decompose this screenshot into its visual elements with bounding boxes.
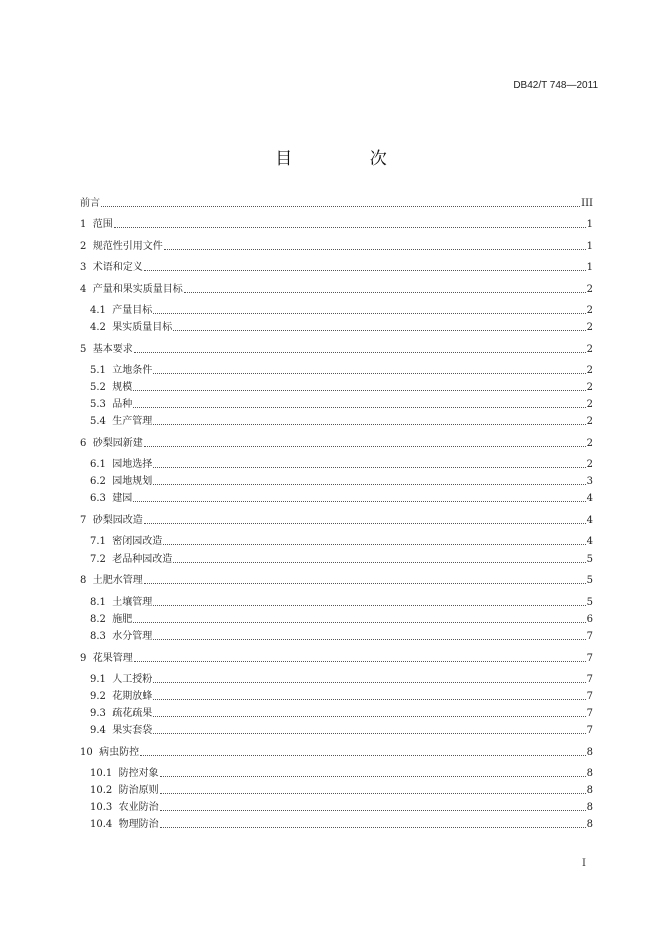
toc-entry-number: 9.3 bbox=[90, 708, 113, 719]
toc-entry-title: 园地规划 bbox=[112, 476, 153, 487]
toc-entry-number: 8.3 bbox=[90, 631, 113, 642]
toc-leader-dots bbox=[153, 423, 585, 425]
toc-leader-dots bbox=[153, 638, 585, 640]
toc-entry-number: 6 bbox=[80, 438, 93, 449]
toc-entry-number: 5.3 bbox=[90, 399, 113, 410]
toc-leader-dots bbox=[164, 248, 586, 250]
toc-leader-dots bbox=[184, 291, 586, 293]
toc-entry-page: 8 bbox=[586, 802, 593, 813]
toc-leader-dots bbox=[153, 372, 585, 374]
toc-entry-number: 7.1 bbox=[90, 536, 113, 547]
toc-entry-title: 农业防治 bbox=[118, 802, 159, 813]
toc-entry[interactable] bbox=[80, 653, 593, 665]
toc-entry-number: 5.4 bbox=[90, 416, 113, 427]
toc-entry-page: 8 bbox=[586, 747, 593, 758]
toc-entry-page: 2 bbox=[586, 284, 593, 295]
toc-entry-title: 土壤管理 bbox=[112, 597, 153, 608]
toc-entry-number: 1 bbox=[80, 219, 93, 230]
toc-entry[interactable] bbox=[80, 438, 593, 450]
toc-entry-number: 7.2 bbox=[90, 554, 113, 565]
toc-leader-dots bbox=[134, 660, 586, 662]
toc-entry-title: 人工授粉 bbox=[112, 674, 153, 685]
toc-entry-page: 2 bbox=[586, 322, 593, 333]
toc-leader-dots bbox=[160, 826, 586, 828]
toc-entry[interactable] bbox=[80, 262, 593, 274]
toc-entry-page: 5 bbox=[586, 554, 593, 565]
toc-entry-title: 生产管理 bbox=[112, 416, 153, 427]
toc-entry[interactable] bbox=[80, 284, 593, 296]
toc-entry-title: 砂梨园新建 bbox=[92, 438, 143, 449]
toc-entry-page: 2 bbox=[586, 459, 593, 470]
toc-entry-title: 水分管理 bbox=[112, 631, 153, 642]
toc-entry[interactable] bbox=[90, 631, 593, 643]
toc-entry-title: 品种 bbox=[112, 399, 133, 410]
toc-entry-number: 4.2 bbox=[90, 322, 113, 333]
toc-entry-page: 7 bbox=[586, 653, 593, 664]
toc-entry[interactable] bbox=[90, 802, 593, 814]
toc-entry-number: 3 bbox=[80, 262, 93, 273]
toc-entry-title: 花果管理 bbox=[92, 653, 133, 664]
toc-entry-title: 密闭园改造 bbox=[112, 536, 163, 547]
toc-entry[interactable] bbox=[80, 515, 593, 527]
toc-leader-dots bbox=[173, 561, 585, 563]
toc-entry-page: 4 bbox=[586, 515, 593, 526]
toc-entry-title: 疏花疏果 bbox=[112, 708, 153, 719]
toc-entry[interactable] bbox=[90, 597, 593, 609]
toc-entry-page: 2 bbox=[586, 305, 593, 316]
toc-entry-page: 2 bbox=[586, 416, 593, 427]
toc-leader-dots bbox=[153, 698, 585, 700]
toc-entry[interactable] bbox=[90, 382, 593, 394]
toc-entry-title: 防治原则 bbox=[118, 785, 159, 796]
toc-entry-page: 8 bbox=[586, 768, 593, 779]
toc-entry-page: 6 bbox=[586, 614, 593, 625]
toc-entry-page: 2 bbox=[586, 344, 593, 355]
toc-leader-dots bbox=[153, 681, 585, 683]
toc-leader-dots bbox=[160, 775, 586, 777]
toc-entry-page: 1 bbox=[586, 241, 593, 252]
toc-entry-title: 施肥 bbox=[112, 614, 133, 625]
toc-entry-number: 4.1 bbox=[90, 305, 113, 316]
toc-entry-number: 5 bbox=[80, 344, 93, 355]
toc-leader-dots bbox=[153, 604, 585, 606]
toc-entry[interactable] bbox=[90, 416, 593, 428]
toc-entry-page: III bbox=[581, 198, 593, 209]
toc-entry-number: 6.3 bbox=[90, 493, 113, 504]
toc-entry-number: 9 bbox=[80, 653, 93, 664]
toc-entry-number: 4 bbox=[80, 284, 93, 295]
toc-entry[interactable] bbox=[90, 708, 593, 720]
toc-leader-dots bbox=[173, 329, 585, 331]
toc-entry-title: 规范性引用文件 bbox=[92, 241, 163, 252]
toc-entry-title: 术语和定义 bbox=[92, 262, 143, 273]
toc-entry-page: 7 bbox=[586, 631, 593, 642]
toc-leader-dots bbox=[163, 543, 585, 545]
toc-entry-page: 8 bbox=[586, 819, 593, 830]
toc-leader-dots bbox=[153, 715, 585, 717]
toc-entry-title: 产量目标 bbox=[112, 305, 153, 316]
toc-entry-page: 4 bbox=[586, 493, 593, 504]
toc-leader-dots bbox=[144, 445, 586, 447]
toc-entry-number: 7 bbox=[80, 515, 93, 526]
toc-leader-dots bbox=[133, 500, 585, 502]
toc-leader-dots bbox=[134, 351, 586, 353]
toc-entry[interactable] bbox=[90, 785, 593, 797]
toc-entry-page: 2 bbox=[586, 399, 593, 410]
toc-leader-dots bbox=[144, 269, 586, 271]
toc-entry-title: 规模 bbox=[112, 382, 133, 393]
page-number: I bbox=[582, 858, 586, 869]
toc-leader-dots bbox=[144, 522, 586, 524]
toc-entry-number: 8 bbox=[80, 575, 93, 586]
toc-entry-page: 1 bbox=[586, 262, 593, 273]
toc-entry-page: 5 bbox=[586, 597, 593, 608]
toc-entry[interactable] bbox=[90, 691, 593, 703]
toc-entry-page: 7 bbox=[586, 708, 593, 719]
toc-entry-title: 物理防治 bbox=[118, 819, 159, 830]
toc-entry-title: 花期放蜂 bbox=[112, 691, 153, 702]
page-title: 目 次 bbox=[275, 149, 423, 169]
toc-entry[interactable] bbox=[90, 476, 593, 488]
toc-entry-title: 果实套袋 bbox=[112, 725, 153, 736]
toc-leader-dots bbox=[160, 792, 586, 794]
toc-entry-title: 土肥水管理 bbox=[92, 575, 143, 586]
toc-entry-number: 9.4 bbox=[90, 725, 113, 736]
toc-entry[interactable] bbox=[80, 241, 593, 253]
toc-entry-title: 建园 bbox=[112, 493, 133, 504]
toc-leader-dots bbox=[153, 312, 585, 314]
toc-entry[interactable] bbox=[80, 575, 593, 587]
toc-entry[interactable] bbox=[90, 459, 593, 471]
toc-entry[interactable] bbox=[90, 365, 593, 377]
toc-leader-dots bbox=[133, 406, 585, 408]
toc-entry-number: 6.2 bbox=[90, 476, 113, 487]
toc-entry[interactable] bbox=[80, 747, 593, 759]
toc-leader-dots bbox=[153, 732, 585, 734]
toc-entry-page: 4 bbox=[586, 536, 593, 547]
toc-entry-title: 果实质量目标 bbox=[112, 322, 173, 333]
document-code: DB42/T 748—2011 bbox=[513, 80, 598, 91]
toc-entry[interactable] bbox=[90, 768, 593, 780]
toc-entry[interactable] bbox=[90, 305, 593, 317]
toc-entry-number: 10.2 bbox=[90, 785, 119, 796]
toc-entry-number: 5.2 bbox=[90, 382, 113, 393]
toc-entry[interactable] bbox=[80, 198, 593, 210]
toc-leader-dots bbox=[133, 389, 585, 391]
toc-entry[interactable] bbox=[90, 322, 593, 334]
toc-entry[interactable] bbox=[90, 493, 593, 505]
toc-entry-title: 病虫防控 bbox=[99, 747, 140, 758]
toc-leader-dots bbox=[114, 226, 586, 228]
toc-entry-title: 前言 bbox=[80, 198, 100, 209]
toc-entry-number: 2 bbox=[80, 241, 93, 252]
toc-entry-page: 7 bbox=[586, 674, 593, 685]
toc-leader-dots bbox=[144, 582, 586, 584]
toc-entry[interactable] bbox=[90, 399, 593, 411]
toc-entry-number: 8.1 bbox=[90, 597, 113, 608]
toc-entry-number: 6.1 bbox=[90, 459, 113, 470]
toc-entry-title: 立地条件 bbox=[112, 365, 153, 376]
toc-entry-page: 7 bbox=[586, 725, 593, 736]
toc-leader-dots bbox=[140, 754, 586, 756]
toc-entry-title: 防控对象 bbox=[118, 768, 159, 779]
toc-leader-dots bbox=[133, 621, 585, 623]
toc-entry-page: 2 bbox=[586, 382, 593, 393]
toc-entry-title: 老品种园改造 bbox=[112, 554, 173, 565]
toc-entry-page: 7 bbox=[586, 691, 593, 702]
toc-entry-number: 10 bbox=[80, 747, 100, 758]
toc-entry-page: 1 bbox=[586, 219, 593, 230]
toc-entry-number: 9.1 bbox=[90, 674, 113, 685]
toc-entry[interactable] bbox=[90, 725, 593, 737]
toc-leader-dots bbox=[160, 809, 586, 811]
toc-entry-number: 10.3 bbox=[90, 802, 119, 813]
toc-entry-title: 范围 bbox=[92, 219, 113, 230]
toc-entry-number: 9.2 bbox=[90, 691, 113, 702]
toc-entry-page: 5 bbox=[586, 575, 593, 586]
toc-entry-page: 3 bbox=[586, 476, 593, 487]
toc-entry[interactable] bbox=[90, 536, 593, 548]
toc-entry-title: 产量和果实质量目标 bbox=[92, 284, 183, 295]
toc-entry-number: 10.1 bbox=[90, 768, 119, 779]
toc-entry[interactable] bbox=[90, 819, 593, 831]
toc-entry-number: 8.2 bbox=[90, 614, 113, 625]
toc-entry-number: 5.1 bbox=[90, 365, 113, 376]
toc-entry[interactable] bbox=[90, 614, 593, 626]
toc-leader-dots bbox=[153, 483, 585, 485]
toc-entry-title: 基本要求 bbox=[92, 344, 133, 355]
toc-entry[interactable] bbox=[80, 219, 593, 231]
toc-entry-title: 园地选择 bbox=[112, 459, 153, 470]
toc-leader-dots bbox=[153, 466, 585, 468]
toc-entry-page: 2 bbox=[586, 365, 593, 376]
toc-entry-number: 10.4 bbox=[90, 819, 119, 830]
toc-entry[interactable] bbox=[90, 554, 593, 566]
toc-entry[interactable] bbox=[80, 344, 593, 356]
toc-entry-page: 8 bbox=[586, 785, 593, 796]
toc-entry[interactable] bbox=[90, 674, 593, 686]
toc-entry-title: 砂梨园改造 bbox=[92, 515, 143, 526]
toc-entry-page: 2 bbox=[586, 438, 593, 449]
toc-leader-dots bbox=[101, 205, 580, 207]
